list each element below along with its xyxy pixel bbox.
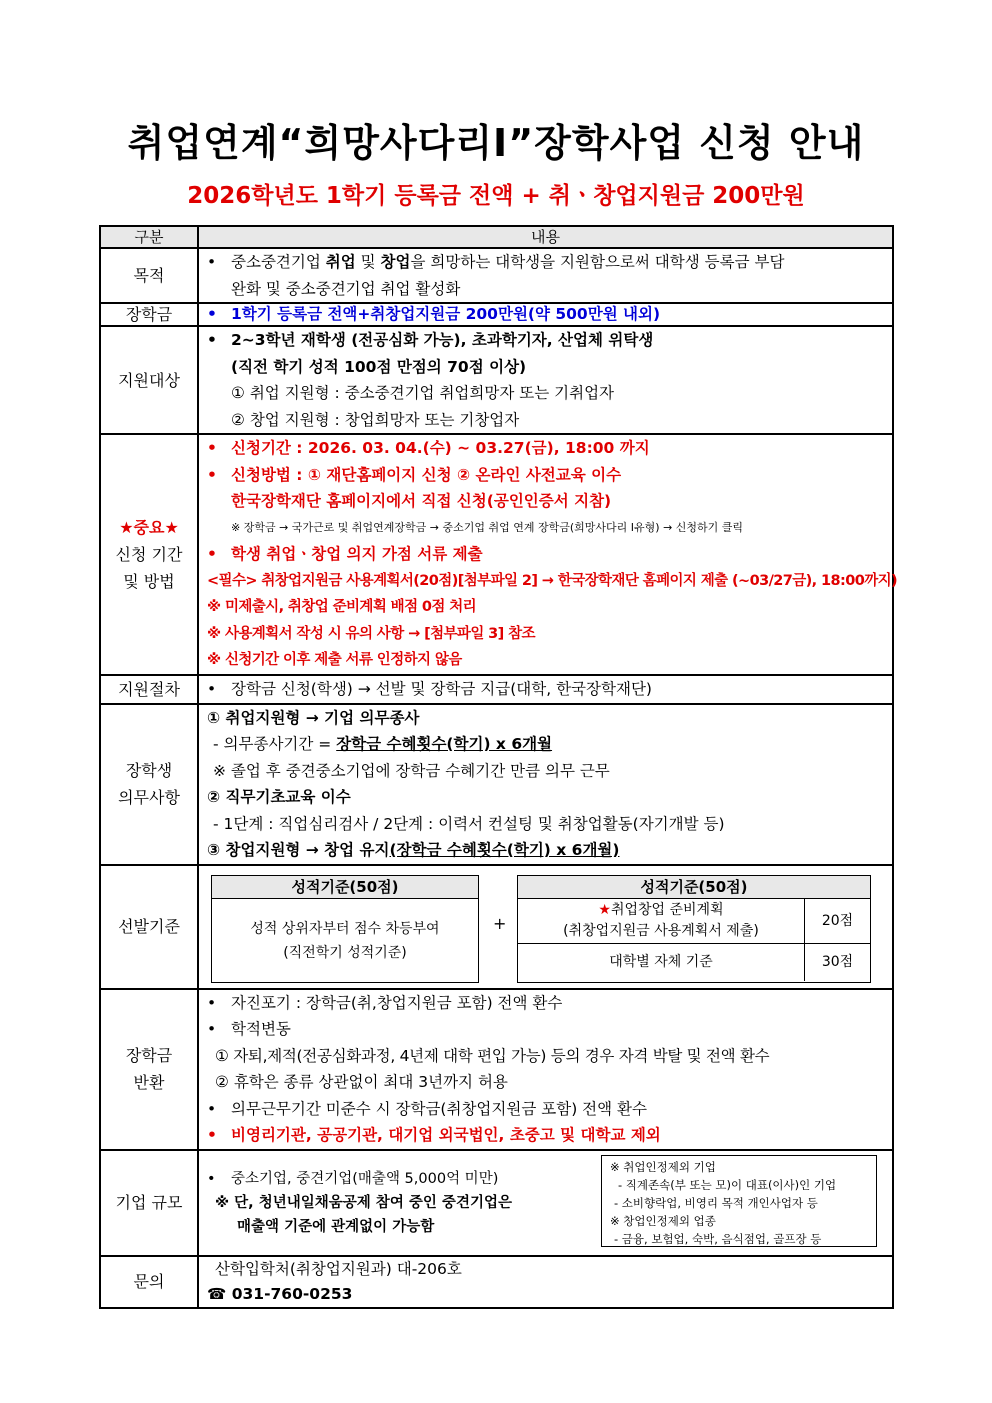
scholarship-label: 장학금 <box>100 303 198 326</box>
selection-label: 선발기준 <box>100 865 198 989</box>
bullet-icon: • <box>207 305 217 323</box>
grade-criteria-box: 성적기준(50점) 성적 상위자부터 점수 차등부여 (직전학기 성적기준) <box>211 875 479 983</box>
extra-criteria-box: 성적기준(50점) ★취업창업 준비계획 (취창업지원금 사용계획서 제출) 20점 대학별 자체 기준 30점 <box>517 875 871 983</box>
duty-period: 장학금 수혜횟수(학기) x 6개월 <box>336 735 553 753</box>
application-period: 신청기간 : 2026. 03. 04.(수) ~ 03.27(금), 18:00 까지 <box>231 439 650 457</box>
refund-line5: 의무근무기간 미준수 시 장학금(취창업지원금 포함) 전액 환수 <box>231 1099 647 1118</box>
bullet-icon: • <box>207 679 217 698</box>
application-label: ★중요★ 신청 기간 및 방법 <box>100 434 198 675</box>
eligibility-line3: ① 취업 지원형 : 중소중견기업 취업희망자 또는 기취업자 <box>231 384 615 402</box>
purpose-label: 목적 <box>100 248 198 303</box>
refund-line6: 비영리기관, 공공기관, 대기업 외국법인, 초중고 및 대학교 제외 <box>231 1126 661 1144</box>
eligibility-line1: 2~3학년 재학생 (전공심화 가능), 초과학기자, 산업체 위탁생 <box>231 331 654 349</box>
bullet-icon: • <box>207 331 217 349</box>
important-label: ★중요★ <box>119 517 179 537</box>
application-note2: ※ 사용계획서 작성 시 유의 사항 → [첨부파일 3] 참조 <box>207 625 535 642</box>
refund-label: 장학금 반환 <box>100 989 198 1150</box>
eligibility-label: 지원대상 <box>100 326 198 434</box>
scholarship-amount: 1학기 등록금 전액+취창업지원금 200만원(약 500만원 내외) <box>231 305 661 323</box>
exclusion-note-box: ※ 취업인정제외 기업 - 직계존속(부 또는 모)이 대표(이사)인 기업 - 소비향락업, 비영리 목적 개인사업자 등 ※ 창업인정제외 업종 - 금융, 보험업, 숙박, 음식점업, 골프장 등 <box>601 1155 877 1247</box>
bullet-icon: • <box>207 1126 217 1144</box>
row-selection <box>100 865 893 989</box>
row-refund <box>100 989 893 1150</box>
duty-line1: ① 취업지원형 → 기업 의무종사 <box>207 708 420 727</box>
table-header-row <box>100 226 893 248</box>
application-method: 신청방법 : ① 재단홈페이지 신청 ② 온라인 사전교육 이수 <box>231 465 622 484</box>
application-docs: 학생 취업ㆍ창업 의지 가점 서류 제출 <box>231 545 483 563</box>
purpose-content: • 중소중견기업 취업 및 창업을 희망하는 대학생을 지원함으로써 대학생 등록금 부담 완화 및 중소중견기업 취업 활성화 <box>198 248 893 303</box>
refund-line1: 자진포기 : 장학금(취,창업지원금 포함) 전액 환수 <box>231 993 563 1012</box>
company-label: 기업 규모 <box>100 1150 198 1256</box>
plus-sign: + <box>493 913 507 933</box>
bullet-icon: • <box>207 253 217 271</box>
contact-phone[interactable]: 031-760-0253 <box>231 1284 353 1303</box>
duty-label: 장학생 의무사항 <box>100 704 198 865</box>
application-note3: ※ 신청기간 이후 제출 서류 인정하지 않음 <box>207 652 462 668</box>
refund-line4: ② 휴학은 종류 상관없이 최대 3년까지 허용 <box>215 1073 508 1091</box>
row-duty: 장학생 의무사항 ① 취업지원형 → 기업 의무종사 - 의무종사기간 = 장학금 수혜횟수(학기) x 6개월 ※ 졸업 후 중견중소기업에 장학금 수혜기간 만큼 의무 근무 ② 직무기초교육 이수 - 1단계 : 직업심리검사 / 2단계 : 이력서 컨설팅 및 취창업활동(자기개발 등) ③ 창업지원형 → 창업 유지(장학금 수혜횟수(학기) x 6개월) <box>100 704 893 865</box>
application-method-detail: 한국장학재단 홈페이지에서 직접 신청(공인인증서 지참) <box>231 492 612 510</box>
bullet-icon: • <box>207 993 217 1012</box>
application-required: <필수> 취창업지원금 사용계획서(20점)[첨부파일 2] → 한국장학재단 홈페이지 제출 (~03/27금), 18:00까지) <box>207 572 898 589</box>
refund-line3: ① 자퇴,제적(전공심화과정, 4년제 대학 편입 가능) 등의 경우 자격 박탈 및 전액 환수 <box>215 1046 770 1065</box>
row-contact <box>100 1256 893 1308</box>
duty-line4: ② 직무기초교육 이수 <box>207 788 351 806</box>
row-procedure <box>100 675 893 704</box>
bullet-icon: • <box>207 1020 217 1038</box>
page-subtitle: 2026학년도 1학기 등록금 전액 + 취ㆍ창업지원금 200만원 <box>187 183 805 209</box>
duty-line6: ③ 창업지원형 → 창업 유지 <box>207 841 390 859</box>
info-table <box>99 225 898 1309</box>
company-line1: 중소기업, 중견기업(매출액 5,000억 미만) <box>231 1170 499 1187</box>
eligibility-line2: (직전 학기 성적 100점 만점의 70점 이상) <box>231 357 527 376</box>
company-line2: ※ 단, 청년내일채움공제 참여 중인 중견기업은 <box>215 1194 512 1211</box>
star-icon: ★ <box>598 901 611 918</box>
duty-line3: ※ 졸업 후 중견중소기업에 장학금 수혜기간 만큼 의무 근무 <box>213 761 610 780</box>
row-scholarship <box>100 303 893 326</box>
contact-label: 문의 <box>100 1256 198 1308</box>
bullet-icon: • <box>207 545 217 563</box>
score-30: 30점 <box>821 953 854 970</box>
row-application <box>100 434 893 675</box>
bullet-icon: • <box>207 465 217 484</box>
row-company <box>100 1150 893 1256</box>
duty-line5: - 1단계 : 직업심리검사 / 2단계 : 이력서 컨설팅 및 취창업활동(자기개발 등) <box>213 814 725 833</box>
purpose-line2: 완화 및 중소중견기업 취업 활성화 <box>231 279 461 298</box>
procedure-line: 장학금 신청(학생) → 선발 및 장학금 지급(대학, 한국장학재단) <box>231 679 652 698</box>
phone-icon: ☎ <box>207 1284 227 1303</box>
eligibility-line4: ② 창업 지원형 : 창업희망자 또는 기창업자 <box>231 410 520 429</box>
procedure-label: 지원절차 <box>100 675 198 704</box>
application-note1: ※ 미제출시, 취창업 준비계획 배점 0점 처리 <box>207 599 477 615</box>
page-title: 취업연계“희망사다리Ⅰ”장학사업 신청 안내 <box>127 121 865 165</box>
row-purpose <box>100 248 893 303</box>
bullet-icon: • <box>207 1170 216 1187</box>
company-line3: 매출액 기준에 관계없이 가능함 <box>237 1218 435 1235</box>
header-col-content: 내용 <box>198 226 893 248</box>
bullet-icon: • <box>207 1099 217 1118</box>
bullet-icon: • <box>207 439 217 457</box>
refund-line2: 학적변동 <box>231 1020 291 1038</box>
row-eligibility <box>100 326 893 434</box>
application-path: ※ 장학금 → 국가근로 및 취업연계장학금 → 중소기업 취업 연계 장학금(희망사다리 Ⅰ유형) → 신청하기 클릭 <box>231 520 744 534</box>
contact-office: 산학입학처(취창업지원과) 대-206호 <box>215 1259 462 1278</box>
score-20: 20점 <box>821 912 854 929</box>
header-col-category: 구분 <box>100 226 198 248</box>
